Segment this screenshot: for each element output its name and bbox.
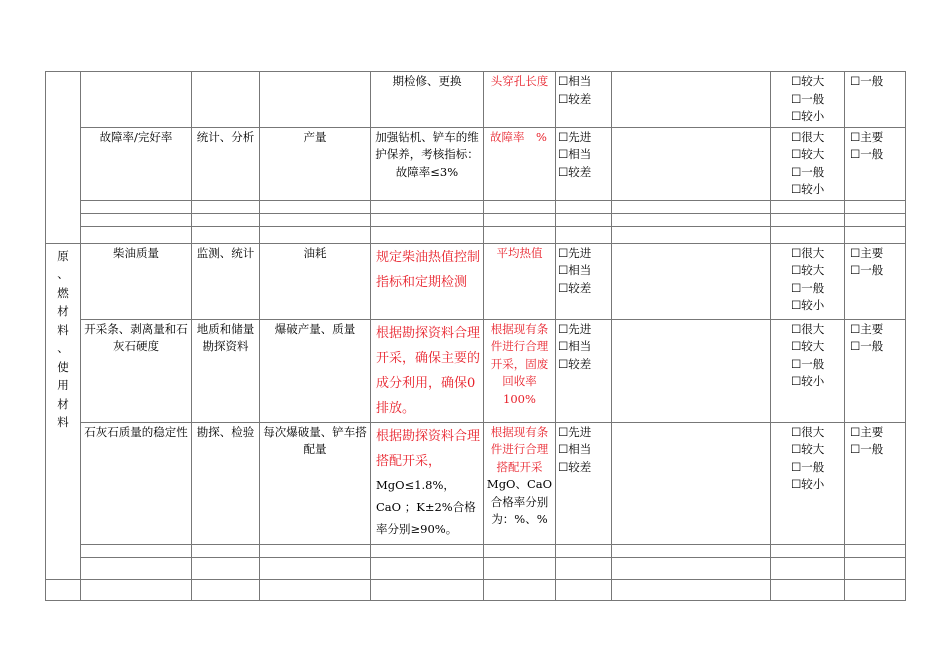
- checkbox-option[interactable]: ☐较大: [791, 442, 825, 456]
- checkbox-option[interactable]: ☐一般: [791, 280, 825, 295]
- possibility-cell: [771, 127, 845, 200]
- importance-cell: [845, 243, 906, 319]
- checkbox-option[interactable]: ☐一般: [850, 263, 884, 277]
- checkbox-option[interactable]: ☐一般: [791, 164, 825, 179]
- checkbox-option[interactable]: ☐很大: [791, 321, 825, 336]
- possibility-cell: [771, 243, 845, 319]
- possibility-cell: [771, 72, 845, 128]
- checkbox-option[interactable]: ☐一般: [850, 147, 884, 161]
- checkbox-option[interactable]: ☐相当: [558, 263, 592, 277]
- checkbox-option[interactable]: ☐很大: [791, 129, 825, 144]
- section-cell-empty: [46, 72, 81, 244]
- checkbox-option[interactable]: ☐较小: [791, 182, 825, 196]
- checkbox-option[interactable]: ☐先进: [558, 424, 592, 439]
- measure-cell: 规定柴油热值控制指标和定期检测: [371, 243, 484, 319]
- level-cell: [556, 243, 612, 319]
- indicator-cell: [484, 422, 556, 544]
- checkbox-option[interactable]: ☐主要: [850, 245, 884, 260]
- checkbox-option[interactable]: ☐主要: [850, 424, 884, 439]
- checkbox-option[interactable]: ☐较小: [791, 109, 825, 123]
- measure-cell: 期检修、更换: [371, 72, 484, 128]
- checkbox-option[interactable]: ☐先进: [558, 245, 592, 260]
- level-cell: [556, 319, 612, 422]
- checkbox-option[interactable]: ☐较差: [558, 459, 592, 474]
- indicator-detail: MgO、CaO合格率分别为：%、%: [486, 477, 553, 526]
- checkbox-option[interactable]: ☐先进: [558, 321, 592, 336]
- checkbox-option[interactable]: ☐相当: [558, 74, 592, 88]
- assessment-table: [45, 71, 906, 601]
- factor-cell: 开采条、剥离量和石灰石硬度: [81, 319, 192, 422]
- method-cell: 勘探、检验: [192, 422, 260, 544]
- checkbox-option[interactable]: ☐相当: [558, 442, 592, 456]
- factor-cell: 故障率/完好率: [81, 127, 192, 200]
- measure-text: 根据勘探资料合理搭配开采，: [376, 428, 481, 469]
- possibility-cell: [771, 319, 845, 422]
- checkbox-option[interactable]: ☐一般: [791, 91, 825, 106]
- checkbox-option[interactable]: ☐很大: [791, 424, 825, 439]
- method-cell: 地质和储量勘探资料: [192, 319, 260, 422]
- checkbox-option[interactable]: ☐较大: [791, 74, 825, 88]
- checkbox-option[interactable]: ☐较小: [791, 374, 825, 388]
- indicator-cell: 平均热值: [484, 243, 556, 319]
- level-cell: [556, 127, 612, 200]
- checkbox-option[interactable]: ☐较大: [791, 339, 825, 353]
- table-row: [46, 319, 906, 422]
- table-row: [46, 579, 906, 600]
- indicator-text: 根据现有条件进行合理搭配开采: [490, 424, 549, 474]
- level-cell: [556, 72, 612, 128]
- checkbox-option[interactable]: ☐较小: [791, 477, 825, 491]
- measure-cell: [371, 422, 484, 544]
- checkbox-option[interactable]: ☐较差: [558, 91, 592, 106]
- checkbox-option[interactable]: ☐一般: [791, 459, 825, 474]
- table-row: [46, 213, 906, 226]
- level-cell: [556, 422, 612, 544]
- checkbox-option[interactable]: ☐相当: [558, 339, 592, 353]
- indicator-cell: 头穿孔长度: [484, 72, 556, 128]
- importance-cell: [845, 319, 906, 422]
- measure-mgo: MgO≤1.8%，: [376, 477, 455, 492]
- checkbox-option[interactable]: ☐一般: [850, 442, 884, 456]
- checkbox-option[interactable]: ☐一般: [850, 74, 884, 88]
- checkbox-option[interactable]: ☐较差: [558, 280, 592, 295]
- table-row: [46, 243, 906, 319]
- checkbox-option[interactable]: ☐主要: [850, 129, 884, 144]
- measure-cell: 加强钻机、铲车的维护保养，考核指标：故障率≤3%: [371, 127, 484, 200]
- checkbox-option[interactable]: ☐较小: [791, 298, 825, 312]
- section-label: 原 、 燃 材 料 、 使 用 材 料: [46, 243, 81, 579]
- checkbox-option[interactable]: ☐较差: [558, 356, 592, 371]
- measure-cao: CaO ；K±2%合格率分别≥90%。: [376, 499, 476, 536]
- consequence-cell: 爆破产量、质量: [260, 319, 371, 422]
- table-row: [46, 422, 906, 544]
- checkbox-option[interactable]: ☐一般: [791, 356, 825, 371]
- consequence-cell: 每次爆破量、铲车搭配量: [260, 422, 371, 544]
- indicator-cell: 故障率 %: [484, 127, 556, 200]
- factor-cell: 石灰石质量的稳定性: [81, 422, 192, 544]
- importance-cell: [845, 72, 906, 128]
- factor-cell: 柴油质量: [81, 243, 192, 319]
- checkbox-option[interactable]: ☐较大: [791, 263, 825, 277]
- method-cell: 统计、分析: [192, 127, 260, 200]
- table-row: [46, 72, 906, 128]
- table-row: [46, 557, 906, 579]
- checkbox-option[interactable]: ☐相当: [558, 147, 592, 161]
- checkbox-option[interactable]: ☐很大: [791, 245, 825, 260]
- checkbox-option[interactable]: ☐先进: [558, 129, 592, 144]
- possibility-cell: [771, 422, 845, 544]
- measure-cell: 根据勘探资料合理开采，确保主要的成分利用，确保0排放。: [371, 319, 484, 422]
- table-row: [46, 127, 906, 200]
- consequence-cell: 产量: [260, 127, 371, 200]
- importance-cell: [845, 127, 906, 200]
- consequence-cell: 油耗: [260, 243, 371, 319]
- table-row: [46, 544, 906, 557]
- checkbox-option[interactable]: ☐较大: [791, 147, 825, 161]
- table-row: [46, 200, 906, 213]
- indicator-cell: 根据现有条件进行合理开采，固废回收率100%: [484, 319, 556, 422]
- importance-cell: [845, 422, 906, 544]
- table-row: [46, 226, 906, 243]
- checkbox-option[interactable]: ☐一般: [850, 339, 884, 353]
- method-cell: 监测、统计: [192, 243, 260, 319]
- checkbox-option[interactable]: ☐主要: [850, 321, 884, 336]
- checkbox-option[interactable]: ☐较差: [558, 164, 592, 179]
